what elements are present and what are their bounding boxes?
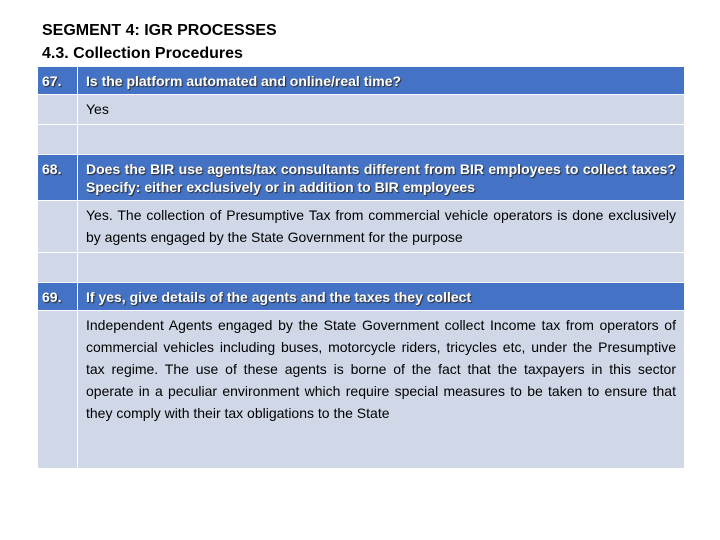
question-row-68	[38, 155, 685, 201]
spacer-cell	[38, 125, 78, 155]
collection-procedures-table	[37, 66, 685, 469]
question-row-69	[38, 283, 685, 311]
section-title: 4.3. Collection Procedures	[42, 45, 243, 62]
answer-number-cell	[38, 311, 78, 469]
answer-text: Yes. The collection of Presumptive Tax from commercial vehicle operators is done exclusively by agents engaged by the State Government for the purpose	[78, 201, 685, 253]
spacer-cell	[78, 253, 685, 283]
question-row-67	[38, 67, 685, 95]
answer-number-cell	[38, 201, 78, 253]
answer-text: Independent Agents engaged by the State Government collect Income tax from operators of commercial vehicles including buses, motorcycle riders, tricycles etc, under the Presumptive tax regime. The use of these agents is borne of the fact that the taxpayers in this sector operate in a peculiar environment which require special measures to be taken to ensure that they comply with their tax obligations to the State	[78, 311, 685, 469]
answer-row-69	[38, 311, 685, 469]
answer-row-67	[38, 95, 685, 125]
answer-text: Yes	[78, 95, 685, 125]
segment-title: SEGMENT 4: IGR PROCESSES	[42, 22, 277, 39]
spacer-cell	[38, 253, 78, 283]
spacer-row	[38, 253, 685, 283]
question-number: 67.	[38, 67, 78, 95]
question-number: 69.	[38, 283, 78, 311]
spacer-cell	[78, 125, 685, 155]
answer-number-cell	[38, 95, 78, 125]
question-text: If yes, give details of the agents and the taxes they collect	[78, 283, 685, 311]
question-number: 68.	[38, 155, 78, 201]
question-text: Is the platform automated and online/real time?	[78, 67, 685, 95]
spacer-row	[38, 125, 685, 155]
answer-row-68	[38, 201, 685, 253]
question-text: Does the BIR use agents/tax consultants different from BIR employees to collect taxes? Specify: either exclusively or in addition to BIR employees	[78, 155, 685, 201]
